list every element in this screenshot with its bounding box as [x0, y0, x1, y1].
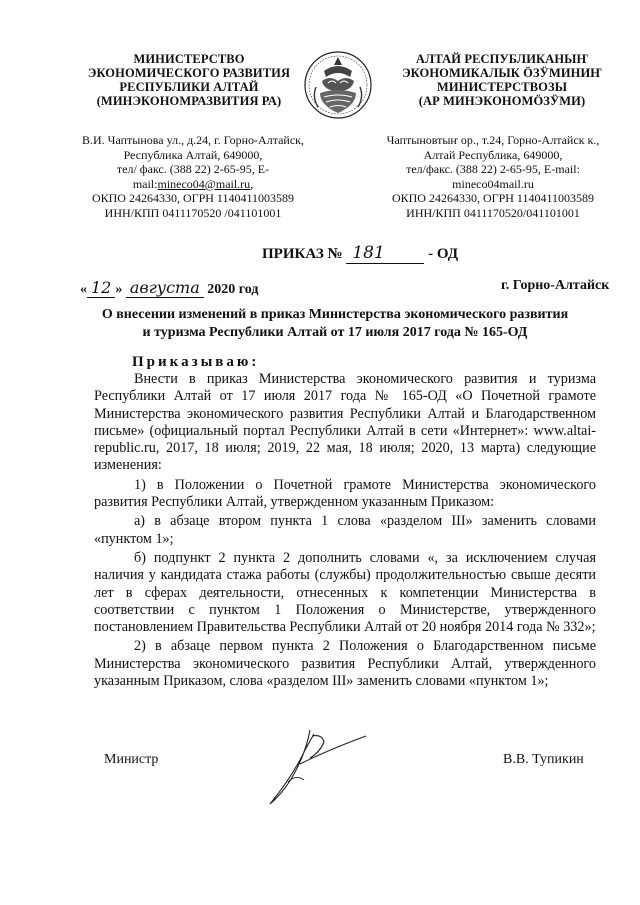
header-right-line-2: ЭКОНОМИКАЛЫК ӦЗӰМИНИҤ — [402, 66, 602, 80]
handwritten-signature-icon — [248, 712, 388, 812]
email-link[interactable]: mineco04@mail.ru — [157, 176, 251, 191]
header-left-line-3: РЕСПУБЛИКИ АЛТАЙ — [119, 80, 259, 94]
body-paragraph-1b: б) подпункт 2 пункта 2 дополнить словами «, за исключением случая наличия у кандидата стажа работы (службы) продолжительностью свыше десяти лет в сферах деятельности, отнесенных к компетенции Министерства в соответствии с пунктом 1 Положения о Министерстве, утвержденного постановлением Правительства Республики Алтай от 20 ноября 2014 года № 332»; — [94, 549, 596, 636]
body-paragraph-intro: Внести в приказ Министерства экономического развития и туризма Республики Алтай от 17 июля 2017 года № 165-ОД «О Почетной грамоте Министерства экономического развития Республики Алтай и Благодарственном письме» (официальный портал Республики Алтай в сети «Интернет»: www.altai-republic.ru, 2017, 18 июля; 2019, 22 мая, 18 июля; 2020, 13 марта) следующие изменения: — [94, 371, 596, 474]
body-paragraph-2: 2) в абзаце первом пункта 2 Положения о Благодарственном письме Министерства экономического развития Республики Алтай, утвержденного указанным Приказом, слова «разделом III» заменить словами «пунктом 1»; — [94, 638, 596, 690]
order-city: г. Горно-Алтайск — [501, 278, 610, 293]
ministry-header-altai — [386, 52, 618, 108]
order-body — [94, 371, 596, 690]
address-left-email-line — [62, 177, 324, 192]
address-right-line-2: Алтай Республика, 649000, — [423, 147, 563, 162]
order-subject — [74, 306, 596, 341]
address-left-line-2: Республика Алтай, 649000, — [123, 147, 263, 162]
body-paragraph-1a: а) в абзаце втором пункта 1 слова «разделом III» заменить словами «пунктом 1»; — [94, 513, 596, 547]
signatory-name: В.В. Тупикин — [503, 752, 584, 767]
ministry-header-russian — [60, 52, 318, 108]
date-open-quote: « — [80, 282, 87, 297]
address-right-inn: ИНН/КПП 0411170520/041101001 — [406, 205, 580, 220]
body-paragraph-1: 1) в Положении о Почетной грамоте Министерства экономического развития Республики Алтай, утвержденном указанным Приказом: — [94, 476, 596, 511]
header-right-line-3: МИНИСТЕРСТВОЗЫ — [436, 80, 568, 94]
date-month: августа — [126, 278, 204, 298]
date-day: 12 — [87, 278, 115, 298]
address-left-line-1: В.И. Чаптынова ул., д.24, г. Горно-Алтайск, — [81, 133, 304, 147]
header-left-line-4: (МИНЭКОНОМРАЗВИТИЯ РА) — [96, 94, 282, 108]
order-title — [262, 243, 458, 264]
header-right-line-1: АЛТАЙ РЕСПУБЛИКАНЫҤ — [415, 52, 589, 66]
email-prefix: mail: — [132, 176, 158, 191]
address-right-line-1: Чаптыновтыҥ ор., т.24, Горно-Алтайск к., — [386, 133, 600, 147]
address-right-line-3: тел/факс. (388 22) 2-65-95, E-mail: — [406, 162, 580, 177]
email-suffix: , — [250, 176, 254, 191]
order-number: 181 — [346, 243, 424, 264]
order-suffix: - ОД — [428, 246, 459, 262]
date-close-quote: » — [115, 282, 123, 297]
subject-line-2: и туризма Республики Алтай от 17 июля 2017 года № 165-ОД — [142, 324, 528, 340]
address-block-altai — [368, 133, 618, 221]
address-right-email: mineco04mail.ru — [452, 176, 534, 191]
date-year: 2020 год — [207, 282, 259, 297]
order-label: ПРИКАЗ № — [262, 246, 343, 262]
address-left-okpo: ОКПО 24264330, ОГРН 1140411003589 — [91, 191, 295, 206]
address-right-okpo: ОКПО 24264330, ОГРН 1140411003589 — [391, 191, 595, 206]
order-date — [80, 278, 258, 298]
header-left-line-2: ЭКОНОМИЧЕСКОГО РАЗВИТИЯ — [87, 66, 291, 80]
address-left-line-3: тел/ факс. (388 22) 2-65-95, E- — [116, 162, 270, 177]
coat-of-arms-icon — [302, 47, 374, 127]
subject-line-1: О внесении изменений в приказ Министерства экономического развития — [101, 307, 569, 322]
header-left-line-1: МИНИСТЕРСТВО — [133, 52, 245, 66]
signatory-position: Министр — [104, 752, 159, 767]
address-left-inn: ИНН/КПП 0411170520 /041101001 — [104, 205, 282, 220]
address-block-russian — [62, 133, 324, 221]
order-directive-heading: Приказываю: — [132, 354, 260, 370]
header-right-line-4: (АР МИНЭКОНОМӦЗӰМИ) — [418, 94, 586, 108]
